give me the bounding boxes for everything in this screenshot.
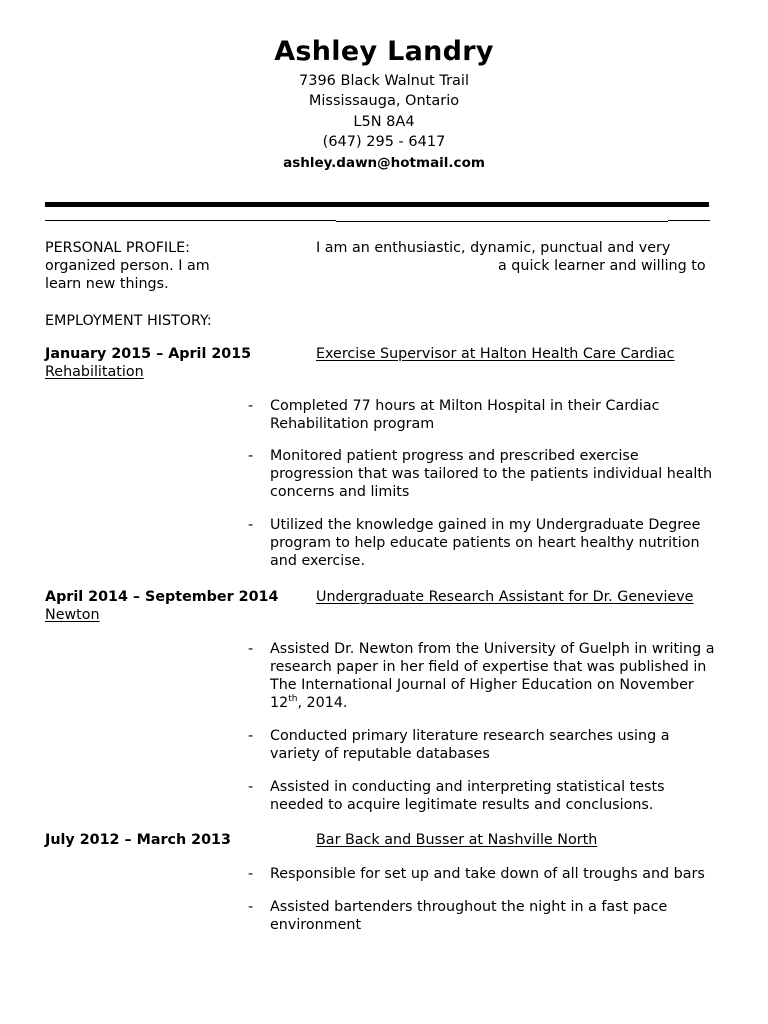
address-line-1: 7396 Black Walnut Trail: [299, 73, 469, 89]
list-item: [248, 640, 718, 712]
bullet-dash: -: [248, 448, 254, 464]
job-1-bullets: [248, 397, 718, 570]
job-2-title-cont: Newton: [45, 607, 100, 623]
job-1-title: Exercise Supervisor at Halton Health Care Cardiac: [316, 346, 675, 362]
job-2-bullets: [248, 640, 718, 814]
ordinal-suffix: th: [288, 694, 298, 705]
job-3-title: Bar Back and Busser at Nashville North: [316, 832, 598, 848]
bullet-dash: -: [248, 641, 254, 657]
bullet-text-tail: , 2014.: [297, 695, 348, 711]
postal-code: L5N 8A4: [353, 113, 415, 130]
profile-line-3: learn new things.: [45, 276, 169, 292]
bullet-text: Assisted Dr. Newton from the University of Guelph in writing a research paper in her field of expertise that was published in The International Journal of Higher Education on November 12: [270, 641, 715, 711]
profile-heading: PERSONAL PROFILE:: [45, 240, 190, 256]
profile-line-2a: organized person. I am: [45, 258, 210, 274]
job-1-dates: January 2015 – April 2015: [45, 346, 252, 362]
bullet-dash: -: [248, 517, 254, 533]
list-item: [248, 727, 718, 763]
list-item: [248, 447, 718, 501]
job-2-title: Undergraduate Research Assistant for Dr. Genevieve: [316, 589, 694, 605]
phone-number: (647) 295 - 6417: [322, 134, 446, 151]
list-item: [248, 898, 718, 934]
bullet-dash: -: [248, 728, 254, 744]
employment-heading: EMPLOYMENT HISTORY:: [45, 313, 212, 329]
bullet-dash: -: [248, 899, 254, 915]
header-divider-thick: [45, 202, 709, 207]
job-3-bullets: [248, 865, 718, 934]
bullet-text: Utilized the knowledge gained in my Undergraduate Degree program to help educate patients on heart healthy nutrition and exercise.: [270, 517, 701, 569]
bullet-dash: -: [248, 779, 254, 795]
list-item: [248, 516, 718, 570]
bullet-text: Assisted in conducting and interpreting statistical tests needed to acquire legitimate results and conclusions.: [270, 779, 665, 813]
applicant-name: Ashley Landry: [274, 36, 494, 67]
email-address: ashley.dawn@hotmail.com: [283, 154, 485, 171]
profile-line-1: I am an enthusiastic, dynamic, punctual and very: [316, 240, 671, 256]
list-item: [248, 778, 718, 814]
bullet-text: Monitored patient progress and prescribed exercise progression that was tailored to the patients individual health concerns and limits: [270, 448, 713, 500]
bullet-text: Completed 77 hours at Milton Hospital in their Cardiac Rehabilitation program: [270, 398, 660, 432]
list-item: [248, 397, 718, 433]
header-divider-thin-3: [668, 220, 710, 221]
header-divider-thin-1: [45, 220, 336, 221]
address-line-2: Mississauga, Ontario: [308, 93, 460, 110]
bullet-text: Conducted primary literature research searches using a variety of reputable databases: [270, 728, 670, 762]
job-1-title-cont: Rehabilitation: [45, 364, 144, 380]
list-item: [248, 865, 718, 883]
header-divider-thin-2: [336, 221, 668, 222]
contact-block: [0, 71, 768, 173]
bullet-text: Responsible for set up and take down of all troughs and bars: [270, 866, 705, 882]
bullet-dash: -: [248, 398, 254, 414]
bullet-text: Assisted bartenders throughout the night in a fast pace environment: [270, 899, 668, 933]
profile-line-2b: a quick learner and willing to: [498, 258, 706, 274]
job-2-dates: April 2014 – September 2014: [45, 589, 279, 605]
job-3-dates: July 2012 – March 2013: [45, 832, 231, 848]
bullet-dash: -: [248, 866, 254, 882]
